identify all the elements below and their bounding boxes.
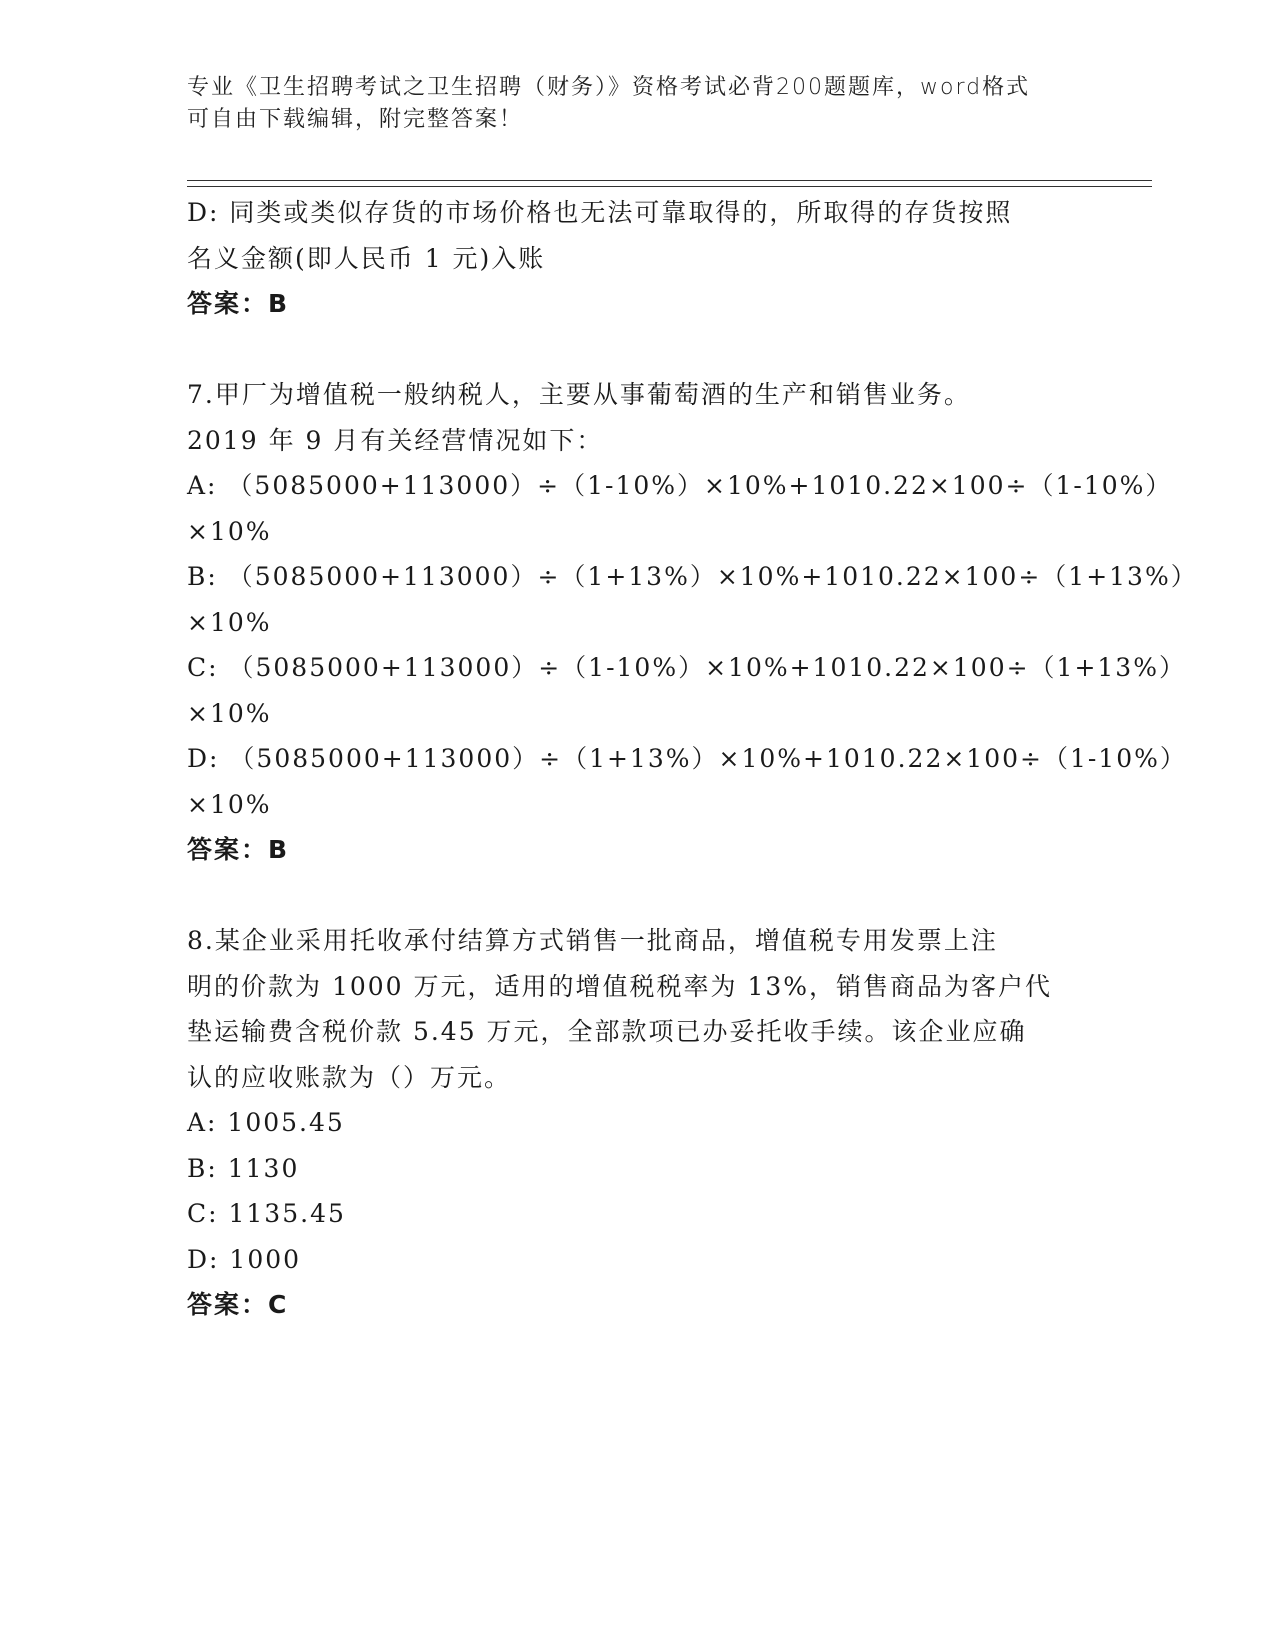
- header-divider-top: [187, 180, 1152, 181]
- option-c-line-1: C: （5085000+113000）÷（1-10%）×10%+1010.22×100÷（1+13%）: [187, 653, 1186, 682]
- option-d-line-1: D: （5085000+113000）÷（1+13%）×10%+1010.22×100÷（1-10%）: [187, 744, 1187, 773]
- option-b-line-1: B: （5085000+113000）÷（1+13%）×10%+1010.22×100÷（1+13%）: [187, 562, 1198, 591]
- option-b-line-2: ×10%: [187, 607, 272, 637]
- option-c: C: 1135.45: [187, 1199, 346, 1228]
- question-stem-line-2: 2019 年 9 月有关经营情况如下：: [187, 425, 604, 455]
- document-header: [187, 72, 1067, 136]
- header-divider-bottom: [187, 186, 1152, 187]
- header-line-2: 可自由下载编辑，附完整答案！: [187, 107, 524, 132]
- question-stem-line-1: 8.某企业采用托收承付结算方式销售一批商品，增值税专用发票上注: [187, 926, 998, 955]
- option-d-line-2: ×10%: [187, 789, 272, 819]
- answer: 答案：B: [187, 289, 290, 318]
- option-a-line-2: ×10%: [187, 516, 272, 546]
- answer: 答案：B: [187, 835, 290, 864]
- document-body: [187, 190, 1198, 1328]
- option-d: D: 1000: [187, 1244, 302, 1274]
- question-7: [187, 372, 1198, 873]
- question-6-tail: [187, 190, 1077, 327]
- spacer: [187, 873, 1077, 919]
- question-stem-line-2: 明的价款为 1000 万元，适用的增值税税率为 13%，销售商品为客户代: [187, 971, 1053, 1001]
- option-d-line-1: D: 同类或类似存货的市场价格也无法可靠取得的，所取得的存货按照: [187, 198, 1013, 227]
- option-a: A: 1005.45: [187, 1108, 345, 1137]
- option-b: B: 1130: [187, 1153, 300, 1183]
- option-c-line-2: ×10%: [187, 698, 272, 728]
- question-8: [187, 918, 1077, 1328]
- spacer: [187, 327, 1077, 373]
- question-stem-line-3: 垫运输费含税价款 5.45 万元，全部款项已办妥托收手续。该企业应确: [187, 1017, 1027, 1046]
- answer: 答案：C: [187, 1290, 289, 1319]
- option-d-line-2: 名义金额(即人民币 1 元)入账: [187, 243, 546, 273]
- option-a-line-1: A: （5085000+113000）÷（1-10%）×10%+1010.22×100÷（1-10%）: [187, 471, 1173, 500]
- question-stem-line-4: 认的应收账款为（）万元。: [187, 1062, 512, 1092]
- header-line-1: 专业《卫生招聘考试之卫生招聘（财务）》资格考试必背200题题库，word格式: [187, 75, 1031, 100]
- question-stem-line-1: 7.甲厂为增值税一般纳税人，主要从事葡萄酒的生产和销售业务。: [187, 380, 971, 409]
